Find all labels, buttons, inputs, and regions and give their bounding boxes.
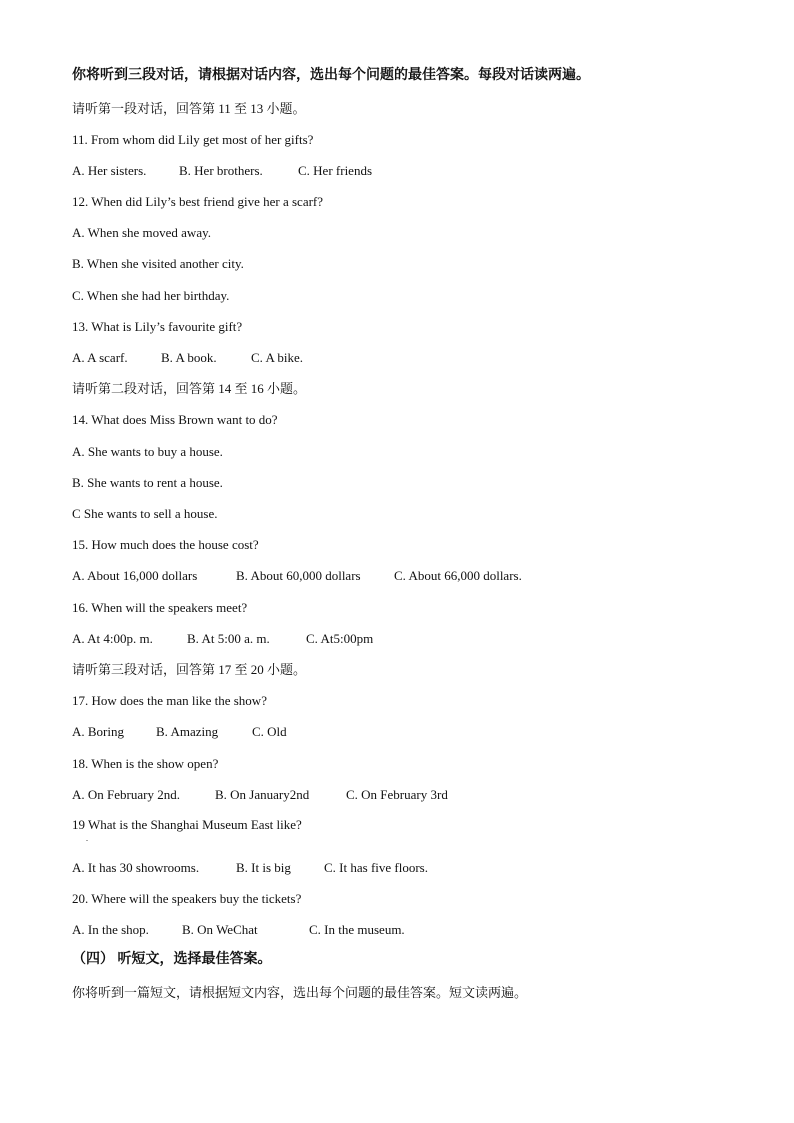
option-a: A. On February 2nd. [72,787,180,802]
question-12: 12. When did Lily’s best friend give her a scarf? [72,194,324,209]
question-20: 20. Where will the speakers buy the tickets? [72,891,302,906]
option-a: A. At 4:00p. m. [72,631,153,646]
option-a: A. In the shop. [72,922,149,937]
question-11: 11. From whom did Lily get most of her gifts? [72,132,314,147]
question-14: 14. What does Miss Brown want to do? [72,412,278,427]
option-a: A. A scarf. [72,350,128,365]
option-b: B. She wants to rent a house. [72,475,223,490]
option-c: C. A bike. [251,350,304,365]
option-b: B. On January2nd [215,787,310,802]
question-16-options [72,631,373,647]
question-15-options [72,568,522,584]
question-19: 19 What is the Shanghai Museum East like? [72,817,302,832]
option-b: B. When she visited another city. [72,256,244,271]
option-c: C. About 66,000 dollars. [394,568,522,583]
question-15: 15. How much does the house cost? [72,537,259,552]
option-a: A. Her sisters. [72,163,147,178]
option-b: B. Her brothers. [179,163,263,178]
question-13-options [72,350,303,366]
option-c: C. It has five floors. [324,860,428,875]
part4-instruction: 你将听到一篇短文，请根据短文内容，选出每个问题的最佳答案。短文读两遍。 [72,985,528,1000]
section-heading: 请听第一段对话，回答第 11 至 13 小题。 [72,101,306,116]
question-17-options [72,724,287,740]
question-20-options [72,922,405,938]
option-a: A. It has 30 showrooms. [72,860,200,875]
question-16: 16. When will the speakers meet? [72,600,248,615]
option-b: B. Amazing [156,724,219,739]
option-c: C. Old [252,724,287,739]
option-a: A. When she moved away. [72,225,211,240]
option-c: C. In the museum. [309,922,405,937]
question-13: 13. What is Lily’s favourite gift? [72,319,243,334]
section-heading: 请听第二段对话，回答第 14 至 16 小题。 [72,381,307,396]
option-b: B. At 5:00 a. m. [187,631,270,646]
question-17: 17. How does the man like the show? [72,693,267,708]
option-b: B. It is big [236,860,291,875]
question-18-options [72,787,448,803]
option-b: B. About 60,000 dollars [236,568,361,583]
option-b: B. A book. [161,350,217,365]
part4-heading: （四） 听短文，选择最佳答案。 [72,952,272,967]
listening-instruction: 你将听到三段对话，请根据对话内容，选出每个问题的最佳答案。每段对话读两遍。 [72,68,590,83]
option-a: A. Boring [72,724,124,739]
question-19-options [72,860,428,876]
option-c: C. At5:00pm [306,631,374,646]
question-18: 18. When is the show open? [72,756,219,771]
question-11-options [72,163,372,179]
option-c: C. Her friends [298,163,373,178]
option-a: A. About 16,000 dollars [72,568,198,583]
section-heading: 请听第三段对话，回答第 17 至 20 小题。 [72,662,307,677]
stray-dot: . [86,834,88,843]
option-a: A. She wants to buy a house. [72,444,223,459]
option-c: C. On February 3rd [346,787,448,802]
option-c: C She wants to sell a house. [72,506,218,521]
option-c: C. When she had her birthday. [72,288,230,303]
option-b: B. On WeChat [182,922,258,937]
